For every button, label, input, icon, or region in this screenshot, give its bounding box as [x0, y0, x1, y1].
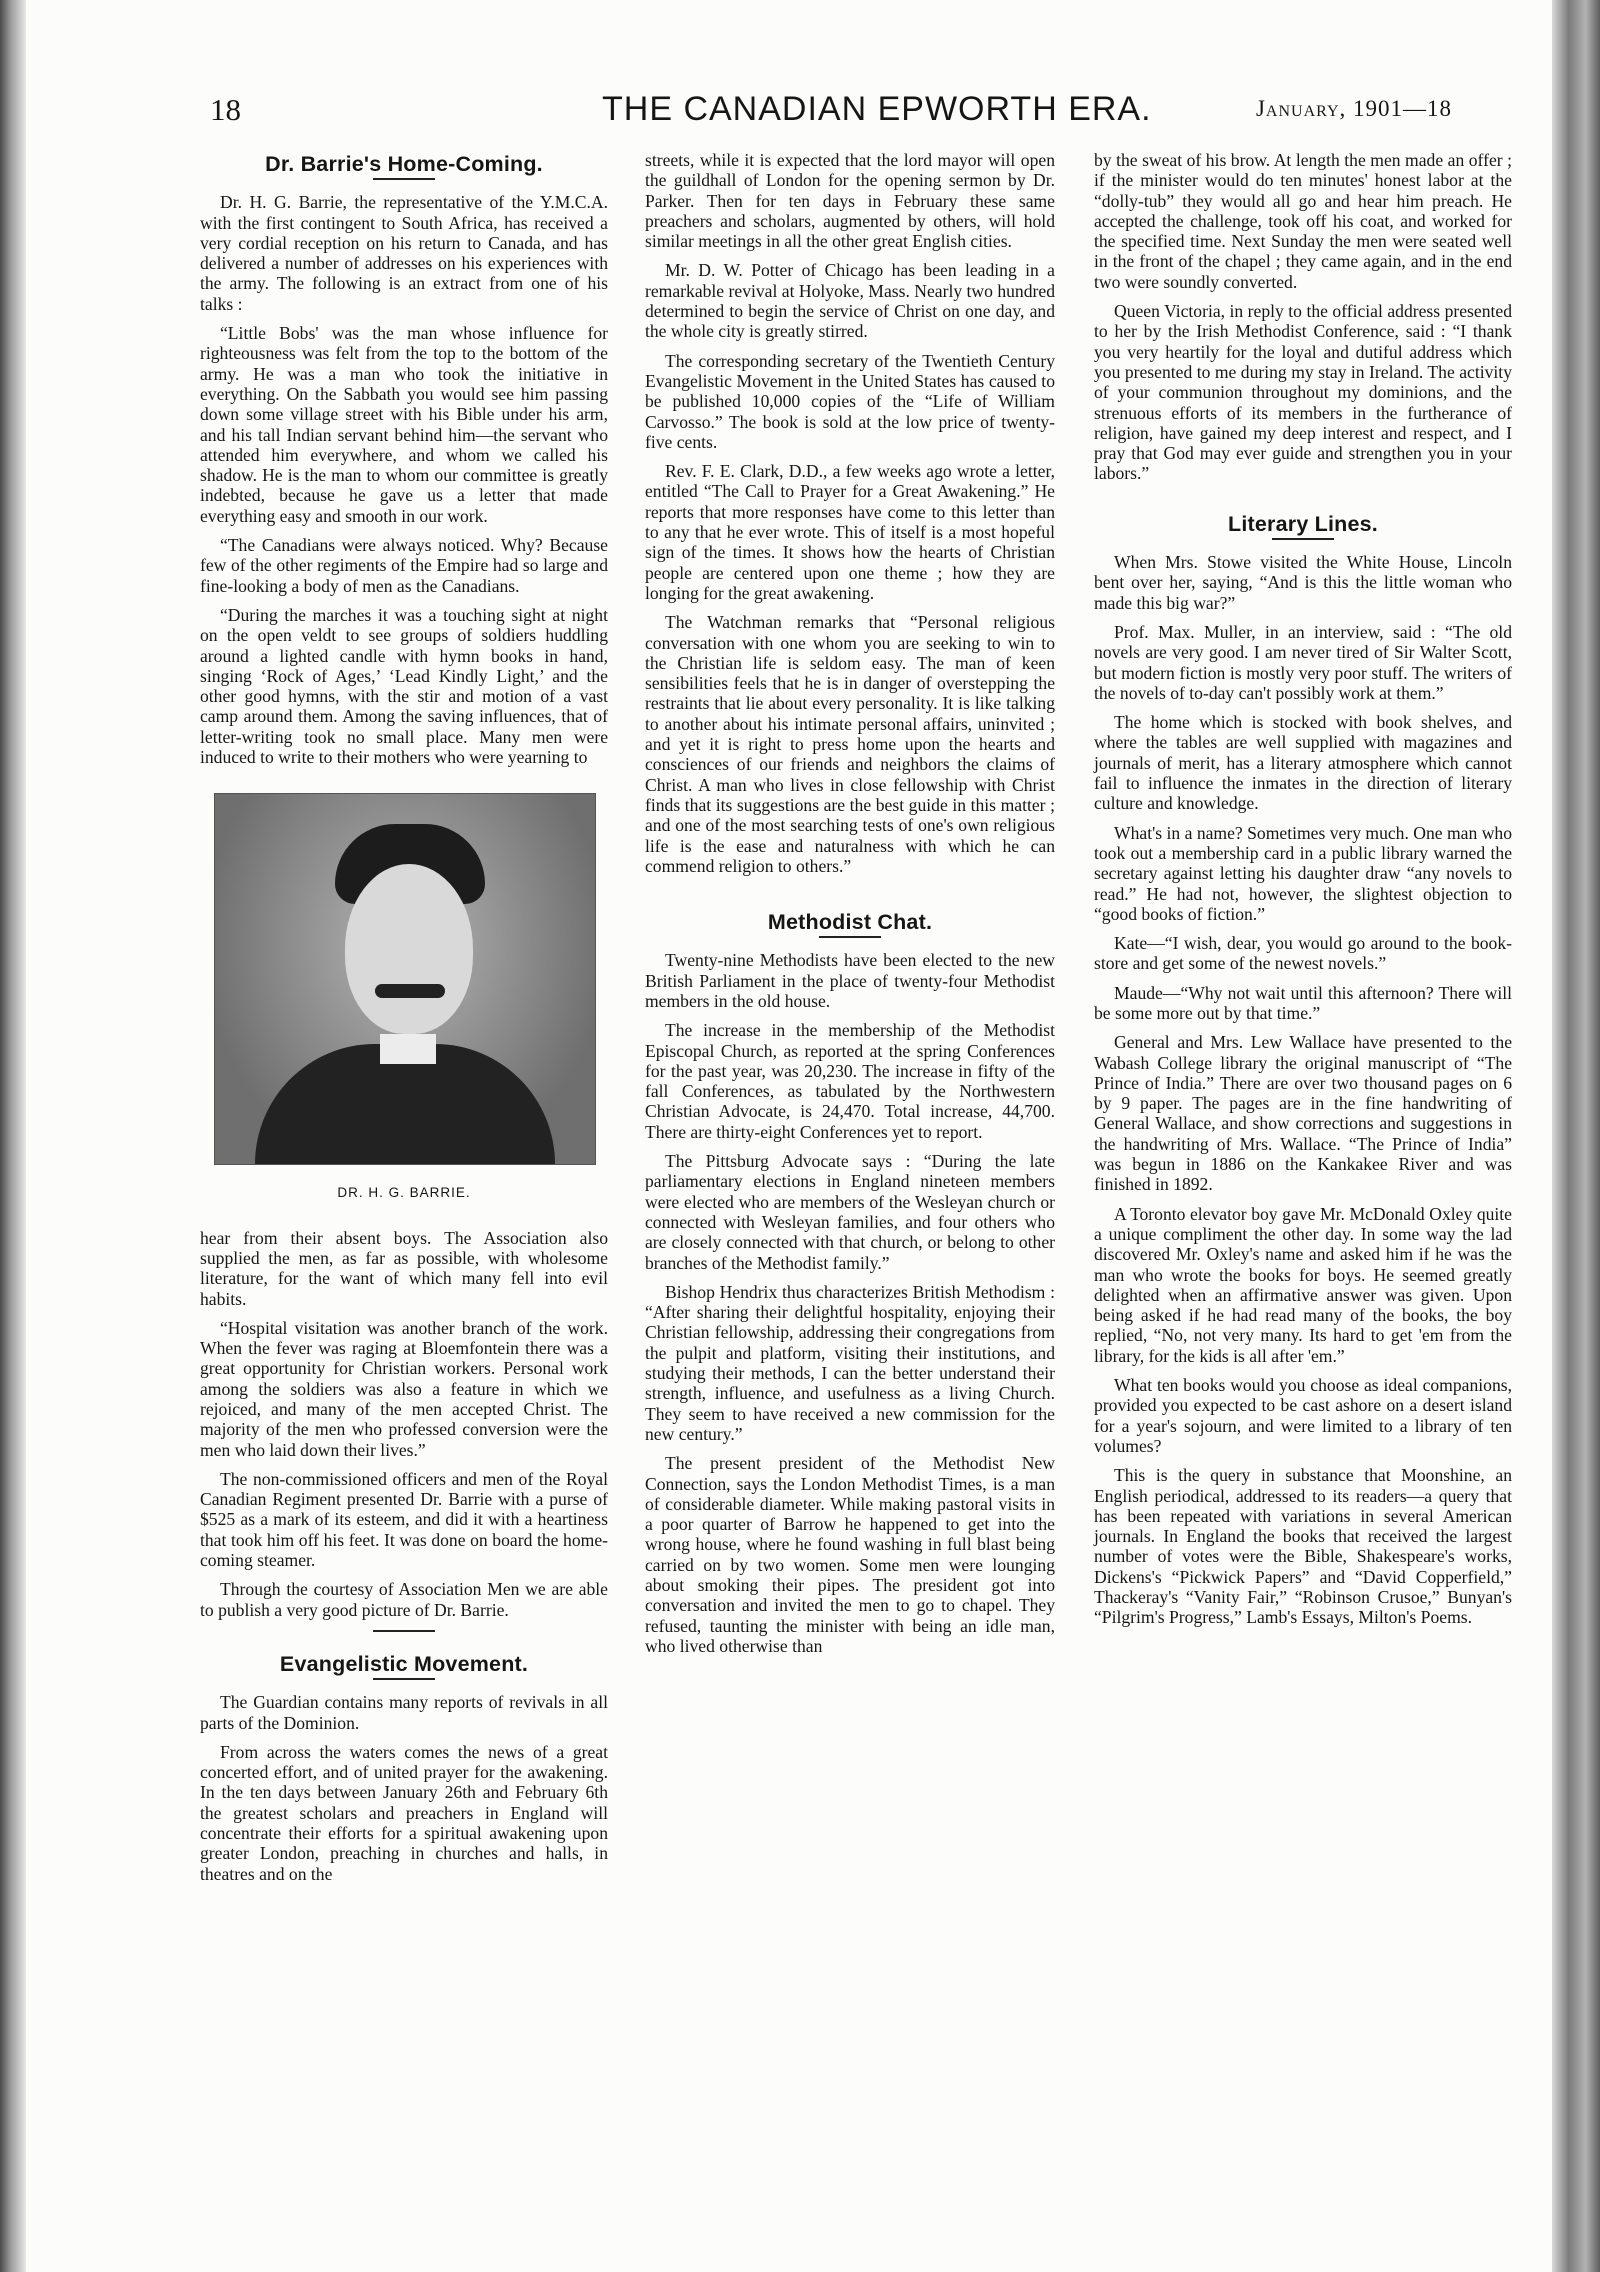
paragraph: From across the waters comes the news of a great concerted effort, and of united prayer for the awakening. In the ten days between January 26th and February 6th the greatest scholars and preachers in England will concentrate their efforts for a spiritual awakening upon greater London, preaching in churches and halls, in theatres and on the [200, 1741, 608, 1884]
column-3 [1094, 150, 1512, 1637]
paragraph: When Mrs. Stowe visited the White House, Lincoln bent over her, saying, “And is this the little woman who made this big war?” [1094, 552, 1512, 613]
column-2 [645, 150, 1055, 1665]
paragraph: Through the courtesy of Association Men we are able to publish a very good picture of Dr. Barrie. [200, 1579, 608, 1620]
page-number: 18 [210, 92, 241, 127]
paragraph: hear from their absent boys. The Association also supplied the men, as far as possible, with wholesome literature, for the want of which many fell into evil habits. [200, 1227, 608, 1309]
issue-date: January, 1901—18 [1255, 96, 1452, 121]
paragraph: The Guardian contains many reports of revivals in all parts of the Dominion. [200, 1692, 608, 1733]
portrait-caption: DR. H. G. BARRIE. [337, 1185, 471, 1201]
heading-rule [819, 936, 881, 938]
paragraph: by the sweat of his brow. At length the men made an offer ; if the minister would do ten minutes' honest labor at the “dolly-tub” they would all go and hear him preach. He accepted the challenge, took off his coat, and worked for the specified time. Next Sunday the men were seated well in the front of the chapel ; they came again, and in the end two were soundly converted. [1094, 150, 1512, 292]
page-title: THE CANADIAN EPWORTH ERA. [602, 90, 1152, 128]
page-right-edge [1552, 0, 1600, 2272]
paragraph: “The Canadians were always noticed. Why? Because few of the other regiments of the Empire had so large and fine-looking a body of men as the Canadians. [200, 535, 608, 596]
heading-methodist-chat: Methodist Chat. [767, 910, 933, 935]
paragraph: “Hospital visitation was another branch of the work. When the fever was raging at Bloemfontein there was a great opportunity for Christian workers. Personal work among the soldiers was also a feature in which we rejoiced, and many of the men accepted Christ. The majority of the men who professed conversion were the men who laid down their lives.” [200, 1317, 608, 1460]
heading-evangelistic-movement: Evangelistic Movement. [279, 1651, 529, 1676]
section-rule [373, 1630, 435, 1632]
paragraph: The increase in the membership of the Methodist Episcopal Church, as reported at the spring Conferences for the past year, was 20,230. The increase in fifty of the fall Conferences, as tabulated by the Northwestern Christian Advocate, is 24,470. Total increase, 44,700. There are thirty-eight Conferences yet to report. [645, 1020, 1055, 1142]
paragraph: Queen Victoria, in reply to the official address presented to her by the Irish Methodist Conference, said : “I thank you very heartily for the loyal and dutiful address which you presented to me during my stay in Ireland. The activity of your communion throughout my dominions, and the strenuous efforts of its members in the furtherance of religion, have gained my deep interest and respect, and I pray that God may ever guide and strengthen you in your labors.” [1094, 301, 1512, 484]
paragraph: Maude—“Why not wait until this afternoon? There will be some more out by that time.” [1094, 982, 1512, 1023]
column-1 [200, 150, 608, 1893]
heading-barrie-home-coming: Dr. Barrie's Home-Coming. [265, 152, 543, 176]
heading-literary-lines: Literary Lines. [1228, 511, 1378, 536]
portrait-photo [214, 793, 596, 1165]
paragraph: The non-commissioned officers and men of the Royal Canadian Regiment presented Dr. Barrie with a purse of $525 as a mark of its esteem, and did it with a heartiness that took him off his feet. It was done on board the home-coming steamer. [200, 1468, 608, 1571]
paragraph: The corresponding secretary of the Twentieth Century Evangelistic Movement in the United States has caused to be published 10,000 copies of the “Life of William Carvosso.” The book is sold at the low price of twenty-five cents. [645, 350, 1055, 452]
paragraph: This is the query in substance that Moonshine, an English periodical, addressed to its readers—a query that has been repeated with variations in several American journals. In England the books that received the largest number of votes were the Bible, Shakespeare's works, Dickens's “Pickwick Papers” and “David Copperfield,” Thackeray's “Vanity Fair,” “Robinson Crusoe,” Bunyan's “Pilgrim's Progress,” Lamb's Essays, Milton's Poems. [1094, 1465, 1512, 1628]
paragraph: Kate—“I wish, dear, you would go around to the book-store and get some of the newest novels.” [1094, 933, 1512, 974]
page-left-edge [0, 0, 26, 2272]
paragraph: Rev. F. E. Clark, D.D., a few weeks ago wrote a letter, entitled “The Call to Prayer for a Great Awakening.” He reports that more responses have come to this letter than to any that he ever wrote. This of itself is a most hopeful sign of the times. It shows how the hearts of Christian people are centered upon one theme ; how they are longing for the great awakening. [645, 461, 1055, 603]
paragraph: General and Mrs. Lew Wallace have presented to the Wabash College library the original manuscript of “The Prince of India.” There are over two thousand pages on 6 by 9 paper. The pages are in the fine handwriting of General Wallace, and show corrections and suggestions in the handwriting of Mrs. Wallace. “The Prince of India” was begun in 1886 on the Kankakee River and was finished in 1892. [1094, 1032, 1512, 1195]
paragraph: “Little Bobs' was the man whose influence for righteousness was felt from the top to the bottom of the army. He was a man who took the initiative in everything. On the Sabbath you would see him passing down some village street with his Bible under his arm, and his tall Indian servant behind him—the servant who attended him everywhere, and whom we called his shadow. He is the man to whom our committee is greatly indebted, because he gave us a letter that made everything easy and smooth in our work. [200, 323, 608, 526]
paragraph: streets, while it is expected that the lord mayor will open the guildhall of London for the opening sermon by Dr. Parker. Then for ten days in February these same preachers and scholars, augmented by others, will hold similar meetings in all the other great English cities. [645, 150, 1055, 252]
heading-rule [373, 178, 435, 180]
paragraph: Prof. Max. Muller, in an interview, said : “The old novels are very good. I am never tired of Sir Walter Scott, but modern fiction is mostly very poor stuff. The writers of the novels of to-day can't possibly work at them.” [1094, 621, 1512, 703]
paragraph: Dr. H. G. Barrie, the representative of the Y.M.C.A. with the first contingent to South Africa, has received a very cordial reception on his return to Canada, and has delivered a number of addresses on his experiences with the army. The following is an extract from one of his talks : [200, 192, 608, 314]
heading-rule [373, 1678, 435, 1680]
paragraph: The Watchman remarks that “Personal religious conversation with one whom you are seeking to win to the Christian life is seldom easy. The man of keen sensibilities feels that he is in danger of overstepping the restraints that lie about every personality. It is like talking to another about his intimate personal affairs, uninvited ; and yet it is right to press home upon the hearts and consciences of our friends and neighbors the claims of Christ. A man who lives in close fellowship with Christ finds that its suggestions are the best guide in this matter ; and one of the most searching tests of one's own religious life is the ease and naturalness with which he can commend religion to others.” [645, 612, 1055, 876]
paragraph: The Pittsburg Advocate says : “During the late parliamentary elections in England nineteen members were elected who are members of the Wesleyan church or connected with Wesleyan families, and four others who are closely connected with that church, or belong to other branches of the Methodist family.” [645, 1151, 1055, 1273]
paragraph: Bishop Hendrix thus characterizes British Methodism : “After sharing their delightful hospitality, enjoying their Christian fellowship, addressing their congregations from the pulpit and platform, visiting their institutions, and studying their methods, I can the better understand their strength, influence, and usefulness as a living Church. They seem to have received a new commission for the new century.” [645, 1281, 1055, 1444]
paragraph: A Toronto elevator boy gave Mr. McDonald Oxley quite a unique compliment the other day. In some way the lad discovered Mr. Oxley's name and asked him if he was the man who wrote the books for boys. He seemed greatly delighted when an affirmative answer was given. Upon being asked if he had read many of the books, the boy replied, “No, not very many. Its hard to get 'em from the library, for the kids is all after 'em.” [1094, 1203, 1512, 1366]
paragraph: What's in a name? Sometimes very much. One man who took out a membership card in a public library warned the secretary against letting his daughter draw “any novels to read.” He had not, however, the slightest objection to “good books of fiction.” [1094, 822, 1512, 924]
paragraph: “During the marches it was a touching sight at night on the open veldt to see groups of soldiers huddling around a lighted candle with hymn books in hand, singing ‘Rock of Ages,’ ‘Lead Kindly Light,’ and the other good hymns, with the stir and motion of a vast camp around them. Among the saving influences, that of letter-writing took no small place. Many men were induced to write to their mothers who were yearning to [200, 604, 608, 768]
paragraph: The home which is stocked with book shelves, and where the tables are well supplied with magazines and journals of merit, has a literary atmosphere which cannot fail to influence the inmates in the direction of literary culture and knowledge. [1094, 712, 1512, 814]
page-header [210, 88, 1460, 132]
paragraph: What ten books would you choose as ideal companions, provided you expected to be cast ashore on a desert island for a year's sojourn, and were limited to a library of ten volumes? [1094, 1375, 1512, 1456]
paragraph: The present president of the Methodist New Connection, says the London Methodist Times, is a man of considerable diameter. While making pastoral visits in a poor quarter of Barrow he happened to get into the wrong house, where he found washing in full blast being carried on by two women. Some men were lounging about smoking their pipes. The president got into conversation and invited the men to go to chapel. They refused, taunting the minister with being an idle man, who lived otherwise than [645, 1453, 1055, 1656]
paragraph: Twenty-nine Methodists have been elected to the new British Parliament in the place of twenty-four Methodist members in the old house. [645, 950, 1055, 1011]
paragraph: Mr. D. W. Potter of Chicago has been leading in a remarkable revival at Holyoke, Mass. Nearly two hundred determined to begin the service of Christ on one day, and the whole city is greatly stirred. [645, 260, 1055, 342]
heading-rule [1272, 538, 1334, 540]
